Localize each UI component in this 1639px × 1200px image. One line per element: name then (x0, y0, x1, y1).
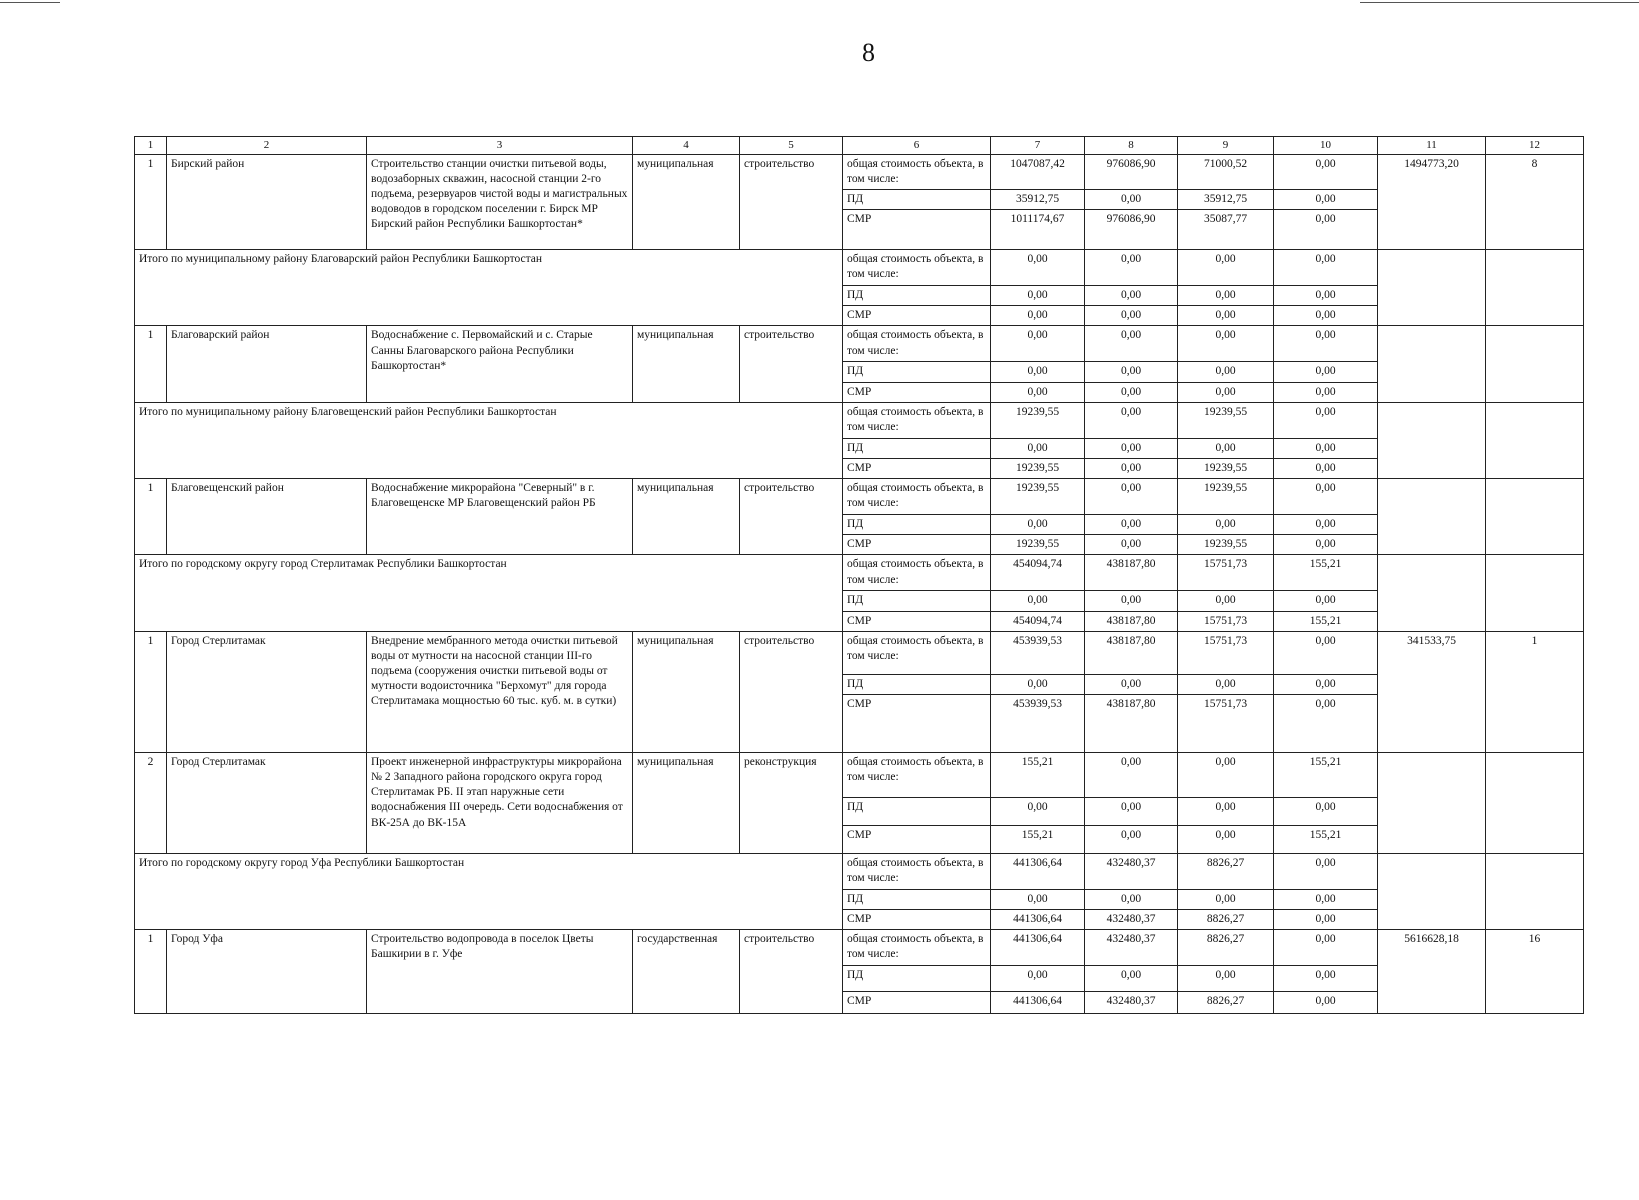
value-cell: 0,00 (1178, 515, 1274, 535)
column-header: 9 (1178, 137, 1274, 155)
column-header: 11 (1378, 137, 1486, 155)
value-cell: 19239,55 (991, 402, 1085, 438)
object-name: Проект инженерной инфраструктуры микрорайона № 2 Западного района городского округа город Стерлитамак РБ. II этап наружные сети водоснабжения III очередь. Сети водоснабжения от ВК-25А до ВК-15А (367, 752, 633, 853)
value-cell: 0,00 (1274, 797, 1378, 825)
subtotal-row (135, 402, 1584, 438)
value-cell: 15751,73 (1178, 555, 1274, 591)
value-cell: 0,00 (1085, 250, 1178, 286)
value-cell: 1494773,20 (1378, 154, 1486, 250)
object-name: Внедрение мембранного метода очистки питьевой воды от мутности на насосной станции III-го подъема (сооружения очистки питьевой воды от мутности водоисточника "Берхомут" для города Стерлитамака мощностью 60 тыс. куб. м. в сутки) (367, 631, 633, 752)
column-header: 1 (135, 137, 167, 155)
value-cell: 0,00 (1274, 889, 1378, 909)
district-name: Город Стерлитамак (167, 752, 367, 853)
value-cell: 19239,55 (991, 535, 1085, 555)
district-name: Благовещенский район (167, 479, 367, 555)
value-cell: 976086,90 (1085, 210, 1178, 250)
value-cell: 35087,77 (1178, 210, 1274, 250)
value-cell: 19239,55 (1178, 479, 1274, 515)
smr-label: СМР (843, 210, 991, 250)
empty-cell (1486, 326, 1584, 402)
value-cell: 19239,55 (1178, 535, 1274, 555)
pd-label: ПД (843, 797, 991, 825)
smr-label: СМР (843, 910, 991, 930)
value-cell: 0,00 (1178, 825, 1274, 853)
ownership-type: государственная (633, 930, 740, 1014)
ownership-type: муниципальная (633, 631, 740, 752)
work-type: строительство (740, 326, 843, 402)
subtotal-title: Итого по муниципальному району Благовещенский район Республики Башкортостан (135, 402, 843, 478)
column-number-row (135, 137, 1584, 155)
value-cell: 0,00 (1085, 966, 1178, 992)
value-cell: 0,00 (1085, 752, 1178, 797)
column-header: 5 (740, 137, 843, 155)
column-header: 12 (1486, 137, 1584, 155)
value-cell: 0,00 (1274, 306, 1378, 326)
value-cell: 438187,80 (1085, 694, 1178, 752)
value-cell: 0,00 (1274, 910, 1378, 930)
column-header: 7 (991, 137, 1085, 155)
object-number: 1 (135, 631, 167, 752)
empty-cell (1486, 752, 1584, 853)
value-cell: 0,00 (1178, 674, 1274, 694)
value-cell: 0,00 (1085, 889, 1178, 909)
object-row (135, 752, 1584, 797)
value-cell: 0,00 (1085, 286, 1178, 306)
pd-label: ПД (843, 966, 991, 992)
value-cell: 0,00 (1178, 438, 1274, 458)
value-cell: 0,00 (1274, 402, 1378, 438)
value-cell: 155,21 (1274, 611, 1378, 631)
value-cell: 0,00 (1274, 853, 1378, 889)
pd-label: ПД (843, 438, 991, 458)
value-cell: 0,00 (1085, 438, 1178, 458)
value-cell: 0,00 (1274, 535, 1378, 555)
value-cell: 155,21 (991, 752, 1085, 797)
work-type: строительство (740, 631, 843, 752)
value-cell: 441306,64 (991, 853, 1085, 889)
page-number: 8 (862, 38, 875, 67)
empty-cell (1486, 555, 1584, 631)
empty-cell (1378, 555, 1486, 631)
value-cell: 19239,55 (991, 479, 1085, 515)
value-cell: 1047087,42 (991, 154, 1085, 189)
value-cell: 0,00 (1274, 286, 1378, 306)
value-cell: 0,00 (991, 250, 1085, 286)
value-cell: 0,00 (1178, 362, 1274, 382)
value-cell: 0,00 (1178, 591, 1274, 611)
object-row (135, 479, 1584, 515)
value-cell: 0,00 (1274, 674, 1378, 694)
smr-label: СМР (843, 458, 991, 478)
column-header: 8 (1085, 137, 1178, 155)
value-cell: 0,00 (1274, 250, 1378, 286)
value-cell: 454094,74 (991, 611, 1085, 631)
smr-label: СМР (843, 306, 991, 326)
value-cell: 0,00 (991, 797, 1085, 825)
value-cell: 0,00 (1085, 825, 1178, 853)
work-type: строительство (740, 930, 843, 1014)
value-cell: 0,00 (1085, 674, 1178, 694)
value-cell: 0,00 (1274, 362, 1378, 382)
value-cell: 438187,80 (1085, 611, 1178, 631)
value-cell: 8826,27 (1178, 853, 1274, 889)
value-cell: 19239,55 (991, 458, 1085, 478)
smr-label: СМР (843, 992, 991, 1014)
value-cell: 0,00 (1085, 326, 1178, 362)
total-cost-label: общая стоимость объекта, в том числе: (843, 154, 991, 189)
value-cell: 0,00 (1274, 930, 1378, 966)
value-cell: 0,00 (1178, 752, 1274, 797)
value-cell: 976086,90 (1085, 154, 1178, 189)
value-cell: 441306,64 (991, 930, 1085, 966)
value-cell: 432480,37 (1085, 992, 1178, 1014)
district-name: Город Стерлитамак (167, 631, 367, 752)
pd-label: ПД (843, 362, 991, 382)
value-cell: 0,00 (1274, 154, 1378, 189)
value-cell: 0,00 (1274, 326, 1378, 362)
value-cell: 0,00 (1178, 797, 1274, 825)
value-cell: 155,21 (1274, 752, 1378, 797)
value-cell: 0,00 (991, 362, 1085, 382)
pd-label: ПД (843, 889, 991, 909)
value-cell: 155,21 (1274, 555, 1378, 591)
value-cell: 454094,74 (991, 555, 1085, 591)
value-cell: 15751,73 (1178, 611, 1274, 631)
value-cell: 0,00 (1085, 402, 1178, 438)
object-name: Водоснабжение с. Первомайский и с. Старые Санны Благоварского района Республики Башкортостан* (367, 326, 633, 402)
ownership-type: муниципальная (633, 752, 740, 853)
value-cell: 441306,64 (991, 910, 1085, 930)
empty-cell (1378, 752, 1486, 853)
value-cell: 0,00 (1085, 306, 1178, 326)
total-cost-label: общая стоимость объекта, в том числе: (843, 479, 991, 515)
value-cell: 0,00 (1085, 362, 1178, 382)
empty-cell (1486, 250, 1584, 326)
value-cell: 0,00 (1085, 382, 1178, 402)
empty-cell (1486, 479, 1584, 555)
value-cell: 0,00 (1274, 966, 1378, 992)
value-cell: 16 (1486, 930, 1584, 1014)
scan-edge-line-right (1360, 2, 1639, 3)
object-row (135, 326, 1584, 362)
smr-label: СМР (843, 611, 991, 631)
value-cell: 0,00 (991, 306, 1085, 326)
pd-label: ПД (843, 189, 991, 209)
value-cell: 0,00 (1085, 479, 1178, 515)
value-cell: 453939,53 (991, 631, 1085, 674)
value-cell: 0,00 (1178, 966, 1274, 992)
object-row (135, 930, 1584, 966)
value-cell: 0,00 (1085, 189, 1178, 209)
total-cost-label: общая стоимость объекта, в том числе: (843, 752, 991, 797)
pd-label: ПД (843, 674, 991, 694)
pd-label: ПД (843, 515, 991, 535)
value-cell: 0,00 (1085, 535, 1178, 555)
value-cell: 71000,52 (1178, 154, 1274, 189)
value-cell: 35912,75 (1178, 189, 1274, 209)
work-type: строительство (740, 154, 843, 250)
value-cell: 0,00 (1085, 458, 1178, 478)
smr-label: СМР (843, 535, 991, 555)
value-cell: 1011174,67 (991, 210, 1085, 250)
empty-cell (1378, 853, 1486, 929)
value-cell: 8826,27 (1178, 992, 1274, 1014)
value-cell: 8826,27 (1178, 930, 1274, 966)
object-row (135, 154, 1584, 189)
object-name: Строительство водопровода в поселок Цветы Башкирии в г. Уфе (367, 930, 633, 1014)
value-cell: 0,00 (1178, 286, 1274, 306)
total-cost-label: общая стоимость объекта, в том числе: (843, 250, 991, 286)
value-cell: 0,00 (1274, 438, 1378, 458)
ownership-type: муниципальная (633, 479, 740, 555)
value-cell: 0,00 (1178, 306, 1274, 326)
district-name: Благоварский район (167, 326, 367, 402)
empty-cell (1486, 402, 1584, 478)
smr-label: СМР (843, 694, 991, 752)
column-header: 10 (1274, 137, 1378, 155)
value-cell: 15751,73 (1178, 631, 1274, 674)
value-cell: 0,00 (991, 515, 1085, 535)
value-cell: 155,21 (1274, 825, 1378, 853)
value-cell: 0,00 (991, 591, 1085, 611)
value-cell: 0,00 (1274, 591, 1378, 611)
value-cell: 0,00 (1274, 631, 1378, 674)
empty-cell (1378, 479, 1486, 555)
empty-cell (1378, 326, 1486, 402)
value-cell: 0,00 (991, 966, 1085, 992)
value-cell: 0,00 (1085, 591, 1178, 611)
value-cell: 0,00 (991, 382, 1085, 402)
value-cell: 441306,64 (991, 992, 1085, 1014)
total-cost-label: общая стоимость объекта, в том числе: (843, 853, 991, 889)
district-name: Город Уфа (167, 930, 367, 1014)
subtotal-row (135, 853, 1584, 889)
value-cell: 0,00 (1178, 250, 1274, 286)
value-cell: 0,00 (991, 889, 1085, 909)
empty-cell (1378, 402, 1486, 478)
subtotal-title: Итого по городскому округу город Уфа Республики Башкортостан (135, 853, 843, 929)
empty-cell (1486, 853, 1584, 929)
object-number: 1 (135, 326, 167, 402)
value-cell: 432480,37 (1085, 930, 1178, 966)
value-cell: 1 (1486, 631, 1584, 752)
investment-objects-table (134, 136, 1584, 1014)
object-name: Строительство станции очистки питьевой воды, водозаборных скважин, насосной станции 2-го подъема, резервуаров чистой воды и магистральных водоводов в городском поселении г. Бирск МР Бирский район Республики Башкортостан* (367, 154, 633, 250)
value-cell: 432480,37 (1085, 910, 1178, 930)
value-cell: 0,00 (1178, 382, 1274, 402)
column-header: 3 (367, 137, 633, 155)
value-cell: 8826,27 (1178, 910, 1274, 930)
value-cell: 0,00 (1274, 210, 1378, 250)
scan-edge-line-left (0, 2, 60, 3)
value-cell: 0,00 (1274, 382, 1378, 402)
value-cell: 0,00 (1178, 889, 1274, 909)
object-number: 1 (135, 930, 167, 1014)
value-cell: 438187,80 (1085, 631, 1178, 674)
value-cell: 0,00 (1274, 189, 1378, 209)
object-row (135, 631, 1584, 674)
total-cost-label: общая стоимость объекта, в том числе: (843, 555, 991, 591)
value-cell: 8 (1486, 154, 1584, 250)
smr-label: СМР (843, 382, 991, 402)
value-cell: 341533,75 (1378, 631, 1486, 752)
district-name: Бирский район (167, 154, 367, 250)
column-header: 4 (633, 137, 740, 155)
value-cell: 0,00 (991, 326, 1085, 362)
value-cell: 438187,80 (1085, 555, 1178, 591)
total-cost-label: общая стоимость объекта, в том числе: (843, 402, 991, 438)
value-cell: 0,00 (991, 438, 1085, 458)
value-cell: 155,21 (991, 825, 1085, 853)
object-number: 1 (135, 154, 167, 250)
work-type: строительство (740, 479, 843, 555)
object-name: Водоснабжение микрорайона "Северный" в г. Благовещенске МР Благовещенский район РБ (367, 479, 633, 555)
column-header: 2 (167, 137, 367, 155)
pd-label: ПД (843, 591, 991, 611)
column-header: 6 (843, 137, 991, 155)
object-number: 2 (135, 752, 167, 853)
value-cell: 5616628,18 (1378, 930, 1486, 1014)
total-cost-label: общая стоимость объекта, в том числе: (843, 631, 991, 674)
value-cell: 35912,75 (991, 189, 1085, 209)
subtotal-row (135, 555, 1584, 591)
smr-label: СМР (843, 825, 991, 853)
total-cost-label: общая стоимость объекта, в том числе: (843, 930, 991, 966)
value-cell: 0,00 (1274, 458, 1378, 478)
value-cell: 0,00 (1085, 515, 1178, 535)
pd-label: ПД (843, 286, 991, 306)
work-type: реконструкция (740, 752, 843, 853)
value-cell: 432480,37 (1085, 853, 1178, 889)
total-cost-label: общая стоимость объекта, в том числе: (843, 326, 991, 362)
value-cell: 0,00 (1274, 479, 1378, 515)
object-number: 1 (135, 479, 167, 555)
ownership-type: муниципальная (633, 154, 740, 250)
value-cell: 0,00 (1274, 992, 1378, 1014)
value-cell: 0,00 (1274, 694, 1378, 752)
value-cell: 0,00 (1178, 326, 1274, 362)
empty-cell (1378, 250, 1486, 326)
value-cell: 0,00 (991, 286, 1085, 306)
value-cell: 0,00 (1274, 515, 1378, 535)
value-cell: 0,00 (1085, 797, 1178, 825)
subtotal-title: Итого по муниципальному району Благоварский район Республики Башкортостан (135, 250, 843, 326)
subtotal-row (135, 250, 1584, 286)
subtotal-title: Итого по городскому округу город Стерлитамак Республики Башкортостан (135, 555, 843, 631)
value-cell: 19239,55 (1178, 402, 1274, 438)
value-cell: 0,00 (991, 674, 1085, 694)
value-cell: 19239,55 (1178, 458, 1274, 478)
value-cell: 453939,53 (991, 694, 1085, 752)
ownership-type: муниципальная (633, 326, 740, 402)
value-cell: 15751,73 (1178, 694, 1274, 752)
